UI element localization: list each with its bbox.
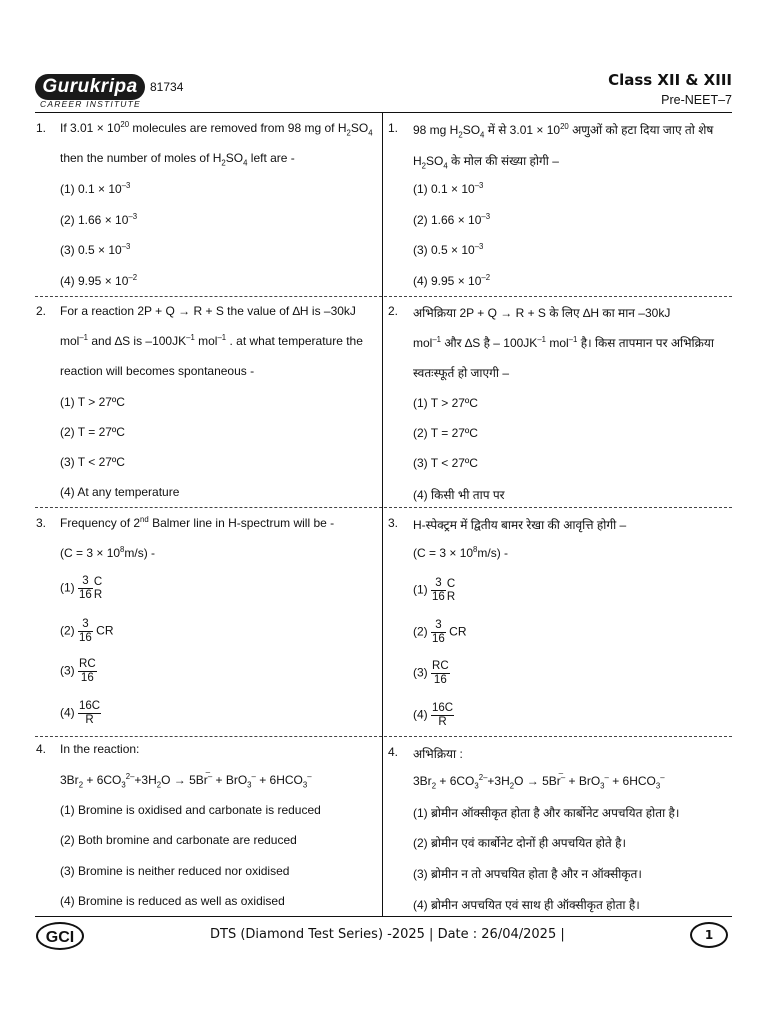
- q4-option-2-hi: (2) ब्रोमीन एवं कार्बोनेट दोनों ही अपचयित होते है।: [413, 836, 627, 850]
- q1-option-4: (4) $9.95 \times 10^{-2}$: [60, 273, 138, 288]
- q4-text-line1: In the reaction:: [60, 742, 140, 756]
- q3-option-4-hi: (4) $\frac{16C}{R}$: [413, 702, 454, 728]
- q1-option-3: (3) $0.5 \times 10^{-3}$: [60, 242, 131, 257]
- q3-option-3-hi: (3) $\frac{RC}{16}$: [413, 660, 449, 686]
- q3-option-2: (2) $\frac{3}{16}$ CR: [60, 618, 114, 644]
- q2-text-line2: mol$^{-1}$ and ∆S is $-100JK^{-1}$ mol$^{-1}$ . at what temperature the: [60, 333, 363, 348]
- question-separator: [384, 507, 732, 508]
- q4-option-1-hi: (1) ब्रोमीन ऑक्सीकृत होता है और कार्बोनेट अपचयित होता है।: [413, 806, 680, 820]
- column-divider: [382, 112, 383, 916]
- q2-text-line2-hi: mol$^{-1}$ और ∆S है – $100JK^{-1}$ mol$^{-1}$ है। किस तापमान पर अभिक्रिया: [413, 335, 714, 350]
- q1-text-line2-hi: $H_2SO_4$ के मोल की संख्या होगी –: [413, 154, 559, 171]
- q1-option-1-hi: (1) $0.1 \times 10^{-3}$: [413, 181, 484, 196]
- q2-text-line3: reaction will becomes spontaneous -: [60, 364, 255, 378]
- q4-option-4-hi: (4) ब्रोमीन अपचयित एवं साथ ही ऑक्सीकृत होता है।: [413, 898, 640, 912]
- q2-text-line1-hi: अभिक्रिया 2P + Q → R + S के लिए ∆H का मान –30kJ: [413, 306, 671, 320]
- q1-text-line2: then the number of moles of $H_2SO_4$ left are -: [60, 151, 295, 168]
- q1-text-line1: If $3.01 \times 10^{20}$ molecules are removed from 98 mg of $H_2SO_4$: [60, 120, 373, 138]
- q3-option-1-hi: (1) $\frac{3}{16}$ C R: [413, 577, 456, 603]
- q2-option-1: (1) T > 27ºC: [60, 395, 125, 409]
- q3-text-line1: Frequency of 2nd Balmer line in H-spectrum will be -: [60, 515, 335, 530]
- footer-text: DTS (Diamond Test Series) -2025 | Date : 26/04/2025 |: [210, 927, 565, 942]
- gci-badge: GCI: [36, 922, 84, 950]
- q2-option-2-hi: (2) T = 27ºC: [413, 426, 478, 440]
- q1-option-4-hi: (4) $9.95 \times 10^{-2}$: [413, 273, 491, 288]
- q3-option-4: (4) $\frac{16C}{R}$: [60, 700, 101, 726]
- q4-option-3: (3) Bromine is neither reduced nor oxidised: [60, 864, 290, 878]
- q2-text-line1: For a reaction 2P + Q → R + S the value of ∆H is –30kJ: [60, 304, 356, 318]
- q3-option-3: (3) $\frac{RC}{16}$: [60, 658, 96, 684]
- header-rule: [35, 112, 732, 113]
- q3-number: 3.: [36, 516, 47, 530]
- q2-option-4-hi: (4) किसी भी ताप पर: [413, 488, 505, 502]
- q2-option-4: (4) At any temperature: [60, 485, 180, 499]
- question-separator: [384, 736, 732, 737]
- paper-code: 81734: [150, 80, 184, 94]
- gurukripa-logo: Gurukripa: [35, 74, 145, 100]
- q1-option-2: (2) $1.66 \times 10^{-3}$: [60, 212, 138, 227]
- question-separator: [35, 296, 382, 297]
- q4-equation: $3Br_2 + 6CO_3^{2-}+3H_2O \to 5Br^{̅-} + BrO_3^- + 6HCO_3^-$: [60, 772, 312, 790]
- q3-option-1: (1) $\frac{3}{16}$ C R: [60, 575, 103, 601]
- q2-text-line3-hi: स्वतःस्फूर्त हो जाएगी –: [413, 366, 510, 380]
- q3-text-line2-hi: $(C = 3 \times 10^8m/s)$ -: [413, 545, 509, 560]
- q4-text-line1-hi: अभिक्रिया :: [413, 747, 463, 761]
- q3-option-2-hi: (2) $\frac{3}{16}$ CR: [413, 619, 467, 645]
- footer-rule: [35, 916, 732, 917]
- q3-text-line1-hi: H-स्पेक्ट्रम में द्वितीय बामर रेखा की आवृत्ति होगी –: [413, 518, 627, 532]
- q1-text-line1-hi: 98 mg $H_2SO_4$ में से $3.01 \times 10^{20}$ अणुओं को हटा दिया जाए तो शेष: [413, 122, 714, 140]
- question-separator: [35, 507, 382, 508]
- test-name: Pre-NEET–7: [661, 93, 732, 107]
- q4-option-3-hi: (3) ब्रोमीन न तो अपचयित होता है और न ऑक्सीकृत।: [413, 867, 642, 881]
- q2-option-1-hi: (1) T > 27ºC: [413, 396, 478, 410]
- q2-option-3: (3) T < 27ºC: [60, 455, 125, 469]
- question-separator: [384, 296, 732, 297]
- q1-option-1: (1) $0.1 \times 10^{-3}$: [60, 181, 131, 196]
- q4-number-hi: 4.: [388, 745, 399, 759]
- q2-number-hi: 2.: [388, 304, 399, 318]
- institute-name: CAREER INSTITUTE: [40, 99, 141, 109]
- q4-number: 4.: [36, 742, 47, 756]
- q4-option-4: (4) Bromine is reduced as well as oxidised: [60, 894, 285, 908]
- q2-option-2: (2) T = 27ºC: [60, 425, 125, 439]
- q4-equation-hi: $3Br_2 + 6CO_3^{2-}+3H_2O \to 5Br^{̅-} + BrO_3^- + 6HCO_3^-$: [413, 773, 665, 791]
- q1-option-2-hi: (2) $1.66 \times 10^{-3}$: [413, 212, 491, 227]
- q2-number: 2.: [36, 304, 47, 318]
- question-separator: [35, 736, 382, 737]
- q4-option-1: (1) Bromine is oxidised and carbonate is reduced: [60, 803, 321, 817]
- q1-option-3-hi: (3) $0.5 \times 10^{-3}$: [413, 242, 484, 257]
- q1-number: 1.: [36, 121, 47, 135]
- q4-option-2: (2) Both bromine and carbonate are reduced: [60, 833, 297, 847]
- q3-text-line2: $(C = 3 \times 10^8m/s)$ -: [60, 545, 156, 560]
- q3-number-hi: 3.: [388, 516, 399, 530]
- q2-option-3-hi: (3) T < 27ºC: [413, 456, 478, 470]
- q1-number-hi: 1.: [388, 121, 399, 135]
- class-title: Class XII & XIII: [608, 71, 732, 89]
- page-number: 1: [690, 922, 728, 948]
